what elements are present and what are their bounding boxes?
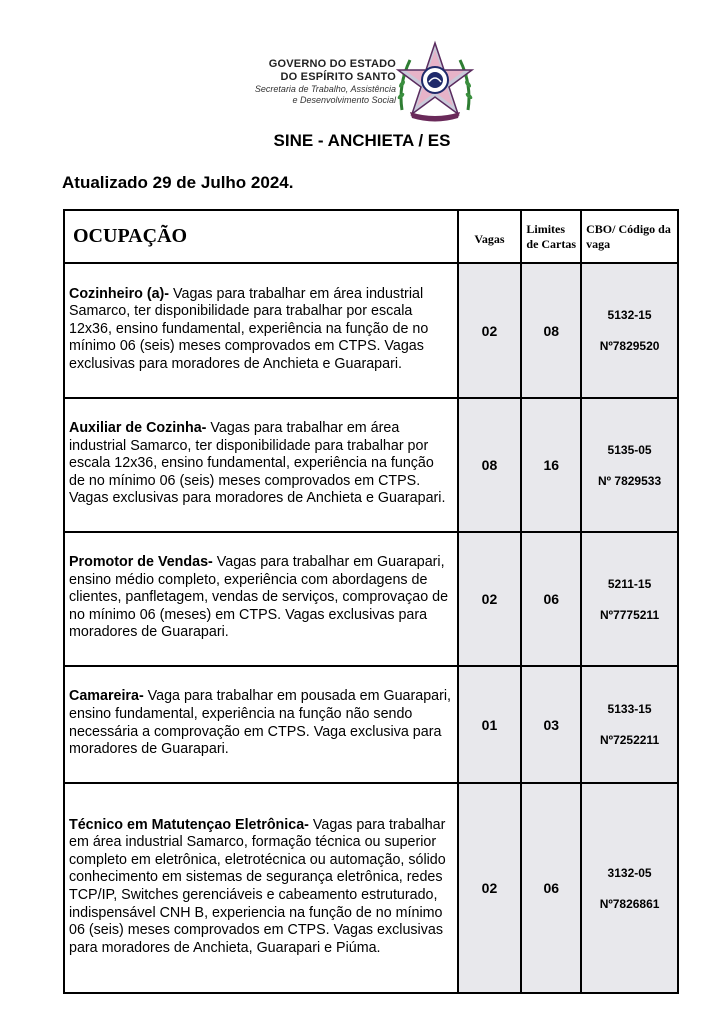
occupation-title: Camareira- [69, 688, 144, 705]
occupation-description: Vagas para trabalhar em área industrial Samarco, ter disponibilidade para trabalhar por escala 12x36, ensino fundamental, experiência na função de no mínimo 06 (seis) meses comprovados em CTPS. Vagas exclusivas para moradores de Anchieta e Guarapari. [69, 420, 446, 507]
government-name-line2: DO ESPÍRITO SANTO [280, 71, 396, 83]
cbo-cell [581, 666, 678, 783]
cbo-code: 5135-05 [607, 442, 652, 457]
secretaria-line2: e Desenvolvimento Social [292, 95, 396, 105]
government-header [248, 40, 488, 122]
cbo-code: 3132-05 [607, 865, 652, 880]
occupation-header: OCUPAÇÃO [64, 210, 458, 263]
occupation-cell [64, 783, 458, 993]
table-row [64, 398, 678, 532]
cbo-cell [581, 783, 678, 993]
cbo-cell [581, 263, 678, 398]
vagas-cell: 02 [458, 783, 522, 993]
cbo-cell [581, 532, 678, 666]
cbo-cell [581, 398, 678, 532]
vacancy-code: Nº 7829533 [598, 473, 662, 488]
vagas-cell: 08 [458, 398, 522, 532]
vagas-cell: 02 [458, 263, 522, 398]
cbo-code: 5211-15 [607, 576, 652, 591]
table-row [64, 666, 678, 783]
occupation-description: Vagas para trabalhar em área industrial Samarco, formação técnica ou superior completo em eletrônica, eletrotécnica ou automação, sólido conhecimento em sistemas de segurança eletrônica, redes TCP/IP, Switches gerenciáveis e cabeamento estruturado, indispensável CNH B, experiencia na função de no mínimo 06 (seis) meses comprovados em CTPS. Vagas exclusivas para moradores de Anchieta, Guarapari e Piúma. [69, 816, 446, 956]
occupation-description: Vaga para trabalhar em pousada em Guarapari, ensino fundamental, experiência na função não sendo necessária a comprovação em CTPS. Vaga exclusiva para moradores de Guarapari. [69, 688, 452, 758]
occupation-cell [64, 263, 458, 398]
occupation-description: Vagas para trabalhar em área industrial Samarco, ter disponibilidade para trabalhar por escala 12x36, ensino fundamental, experiência na função de no mínimo 06 (seis) meses comprovados em CTPS. Vagas exclusivas para moradores de Anchieta e Guarapari. [69, 285, 429, 372]
limites-cell: 08 [521, 263, 581, 398]
limites-cell: 03 [521, 666, 581, 783]
occupation-cell [64, 532, 458, 666]
occupation-description: Vagas para trabalhar em Guarapari, ensino médio completo, experiência com abordagens de clientes, panfletagem, vendas de serviços, comprovaçao de no mínimo 06 (meses) em CTPS. Vagas exclusivas para moradores de Guarapari. [69, 554, 449, 641]
occupation-title: Auxiliar de Cozinha- [69, 420, 207, 437]
vagas-cell: 01 [458, 666, 522, 783]
office-title: SINE - ANCHIETA / ES [273, 131, 451, 150]
cbo-code: 5133-15 [607, 702, 652, 716]
limites-cell: 16 [521, 398, 581, 532]
state-coat-of-arms-icon [392, 40, 478, 122]
occupation-title: Promotor de Vendas- [69, 554, 213, 571]
cbo-header: CBO/ Código da vaga [581, 210, 678, 263]
job-openings-table [63, 209, 679, 994]
occupation-title: Cozinheiro (a)- [69, 285, 170, 302]
occupation-cell [64, 398, 458, 532]
update-date: Atualizado 29 de Julho 2024. [62, 173, 294, 192]
occupation-title: Técnico em Matutençao Eletrônica- [69, 816, 309, 833]
secretaria-line1: Secretaria de Trabalho, Assistência [254, 84, 396, 94]
limites-header: Limites de Cartas [521, 210, 581, 263]
limites-cell: 06 [521, 532, 581, 666]
vacancy-code: Nº7775211 [600, 607, 660, 622]
cbo-code: 5132-15 [607, 308, 652, 322]
table-row [64, 532, 678, 666]
vagas-header: Vagas [458, 210, 522, 263]
table-header-row [64, 210, 678, 263]
occupation-cell [64, 666, 458, 783]
limites-cell: 06 [521, 783, 581, 993]
vacancy-code: Nº7829520 [599, 339, 660, 353]
government-name-line1: GOVERNO DO ESTADO [268, 58, 396, 70]
table-row [64, 263, 678, 398]
vagas-cell: 02 [458, 532, 522, 666]
vacancy-code: Nº7252211 [600, 733, 660, 747]
vacancy-code: Nº7826861 [599, 896, 660, 911]
table-row [64, 783, 678, 993]
government-text [248, 58, 396, 106]
